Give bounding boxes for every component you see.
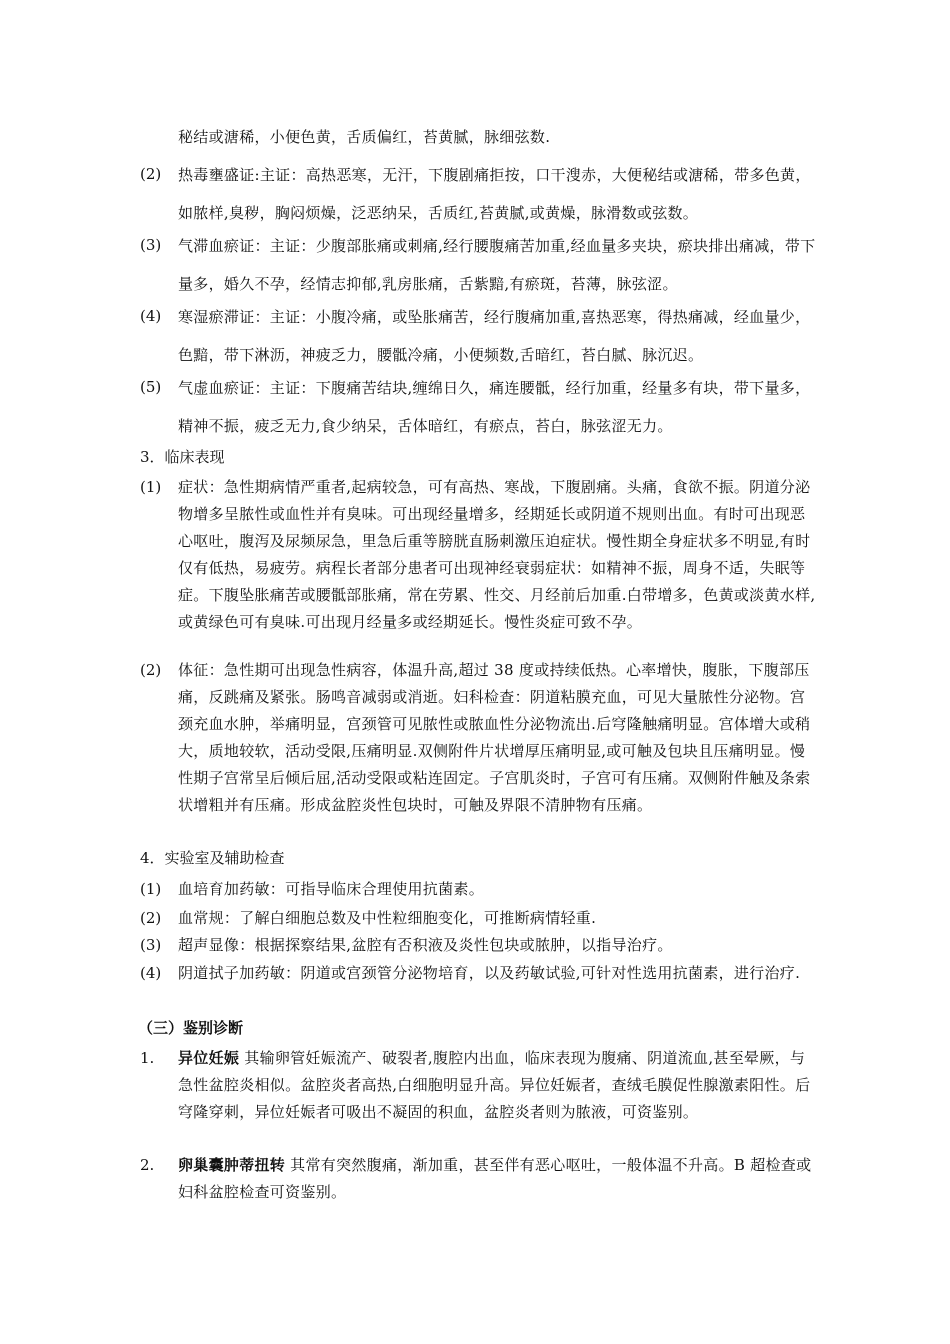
list-item-text: 血常规：了解白细胞总数及中性粒细胞变化，可推断病情轻重. xyxy=(178,909,597,927)
list-number: (2) xyxy=(140,165,162,183)
list-item-text: 寒湿瘀滞证：主证：小腹冷痛，或坠胀痛苦，经行腹痛加重,喜热恶寒，得热痛减，经血量少，色黯，带下淋沥，神疲乏力，腰骶冷痛，小便频数,舌暗红，苔白腻、脉沉迟。 xyxy=(178,308,811,364)
list-item-text: 阴道拭子加药敏：阴道或宫颈管分泌物培育，以及药敏试验,可针对性选用抗菌素，进行治疗. xyxy=(178,964,801,982)
list-item-text: 超声显像：根据探察结果,盆腔有否积液及炎性包块或脓肿，以指导治疗。 xyxy=(178,936,673,954)
term-label: 卵巢囊肿蒂扭转 xyxy=(178,1156,286,1174)
list-item xyxy=(140,1045,820,1126)
list-item xyxy=(140,932,820,959)
list-item-text: 体征：急性期可出现急性病容，体温升高,超过 38 度或持续低热。心率增快，腹胀，下腹部压痛，反跳痛及紧张。肠鸣音减弱或消逝。妇科检查：阴道粘膜充血，可见大量脓性分泌物。宫颈充血水肿，举痛明显，宫颈管可见脓性或脓血性分泌物流出.后穹隆触痛明显。宫体增大或稍大，质地较软，活动受限,压痛明显.双侧附件片状增厚压痛明显,或可触及包块且压痛明显。慢性期子宫常呈后倾后屈,活动受限或粘连固定。子宫肌炎时，子宫可有压痛。双侧附件触及条索状增粗并有压痛。形成盆腔炎性包块时，可触及界限不清肿物有压痛。 xyxy=(178,661,811,814)
list-item xyxy=(140,657,820,819)
list-number: (2) xyxy=(140,909,162,927)
section-heading: 3．临床表现 xyxy=(140,448,225,466)
paragraph-text: 秘结或溏稀，小便色黄，舌质偏红，苔黄腻，脉细弦数. xyxy=(178,128,551,146)
list-number: (1) xyxy=(140,478,162,496)
term-description: 其输卵管妊娠流产、破裂者,腹腔内出血，临床表现为腹痛、阴道流血,甚至晕厥，与急性盆腔炎相似。盆腔炎者高热,白细胞明显升高。异位妊娠者，查绒毛膜促性腺激素阳性。后穹隆穿刺，异位妊娠者可吸出不凝固的积血，盆腔炎者则为脓液，可资鉴别。 xyxy=(178,1049,811,1121)
list-item xyxy=(140,298,820,374)
list-item xyxy=(140,960,820,987)
list-item xyxy=(140,876,820,903)
section-heading: 4．实验室及辅助检查 xyxy=(140,849,285,867)
list-item xyxy=(140,474,820,636)
list-item-text: 气滞血瘀证：主证：少腹部胀痛或刺痛,经行腰腹痛苦加重,经血量多夹块，瘀块排出痛减，带下量多，婚久不孕，经情志抑郁,乳房胀痛，舌紫黯,有瘀斑，苔薄，脉弦涩。 xyxy=(178,237,816,293)
list-item xyxy=(140,227,820,303)
list-number: (3) xyxy=(140,936,162,954)
paragraph-continuation xyxy=(140,118,820,156)
term-description: 其常有突然腹痛，渐加重，甚至伴有恶心呕吐，一般体温不升高。B 超检查或妇科盆腔检查可资鉴别。 xyxy=(178,1156,812,1201)
term-label: 异位妊娠 xyxy=(178,1049,240,1067)
list-item xyxy=(140,1152,820,1206)
list-number: (3) xyxy=(140,236,162,254)
list-number: 2. xyxy=(140,1156,155,1174)
list-item xyxy=(140,369,820,445)
list-number: (4) xyxy=(140,964,162,982)
list-item-text xyxy=(178,1045,820,1126)
section-heading: （三）鉴别诊断 xyxy=(138,1019,244,1037)
list-number: (5) xyxy=(140,378,162,396)
list-item xyxy=(140,156,820,232)
list-item-text: 热毒壅盛证:主证：高热恶寒，无汗，下腹剧痛拒按，口干溲赤，大便秘结或溏稀，带多色黄，如脓样,臭秽，胸闷烦燥，泛恶纳呆，舌质红,苔黄腻,或黄燥，脉滑数或弦数。 xyxy=(178,166,811,222)
list-number: (4) xyxy=(140,307,162,325)
list-item-text: 气虚血瘀证：主证：下腹痛苦结块,缠绵日久，痛连腰骶，经行加重，经量多有块，带下量多，精神不振，疲乏无力,食少纳呆，舌体暗红，有瘀点，苔白，脉弦涩无力。 xyxy=(178,379,811,435)
list-item-text: 症状：急性期病情严重者,起病较急，可有高热、寒战，下腹剧痛。头痛，食欲不振。阴道分泌物增多呈脓性或血性并有臭味。可出现经量增多，经期延长或阴道不规则出血。有时可出现恶心呕吐，腹泻及尿频尿急，里急后重等膀胱直肠刺激压迫症状。慢性期全身症状多不明显,有时仅有低热，易疲劳。病程长者部分患者可出现神经衰弱症状：如精神不振，周身不适，失眠等症。下腹坠胀痛苦或腰骶部胀痛，常在劳累、性交、月经前后加重.白带增多，色黄或淡黄水样,或黄绿色可有臭味.可出现月经量多或经期延长。慢性炎症可致不孕。 xyxy=(178,478,816,631)
list-item-text: 血培育加药敏：可指导临床合理使用抗菌素。 xyxy=(178,880,485,898)
list-number: (2) xyxy=(140,661,162,679)
list-item-text xyxy=(178,1152,820,1206)
list-item xyxy=(140,905,820,932)
list-number: 1. xyxy=(140,1049,155,1067)
list-number: (1) xyxy=(140,880,162,898)
